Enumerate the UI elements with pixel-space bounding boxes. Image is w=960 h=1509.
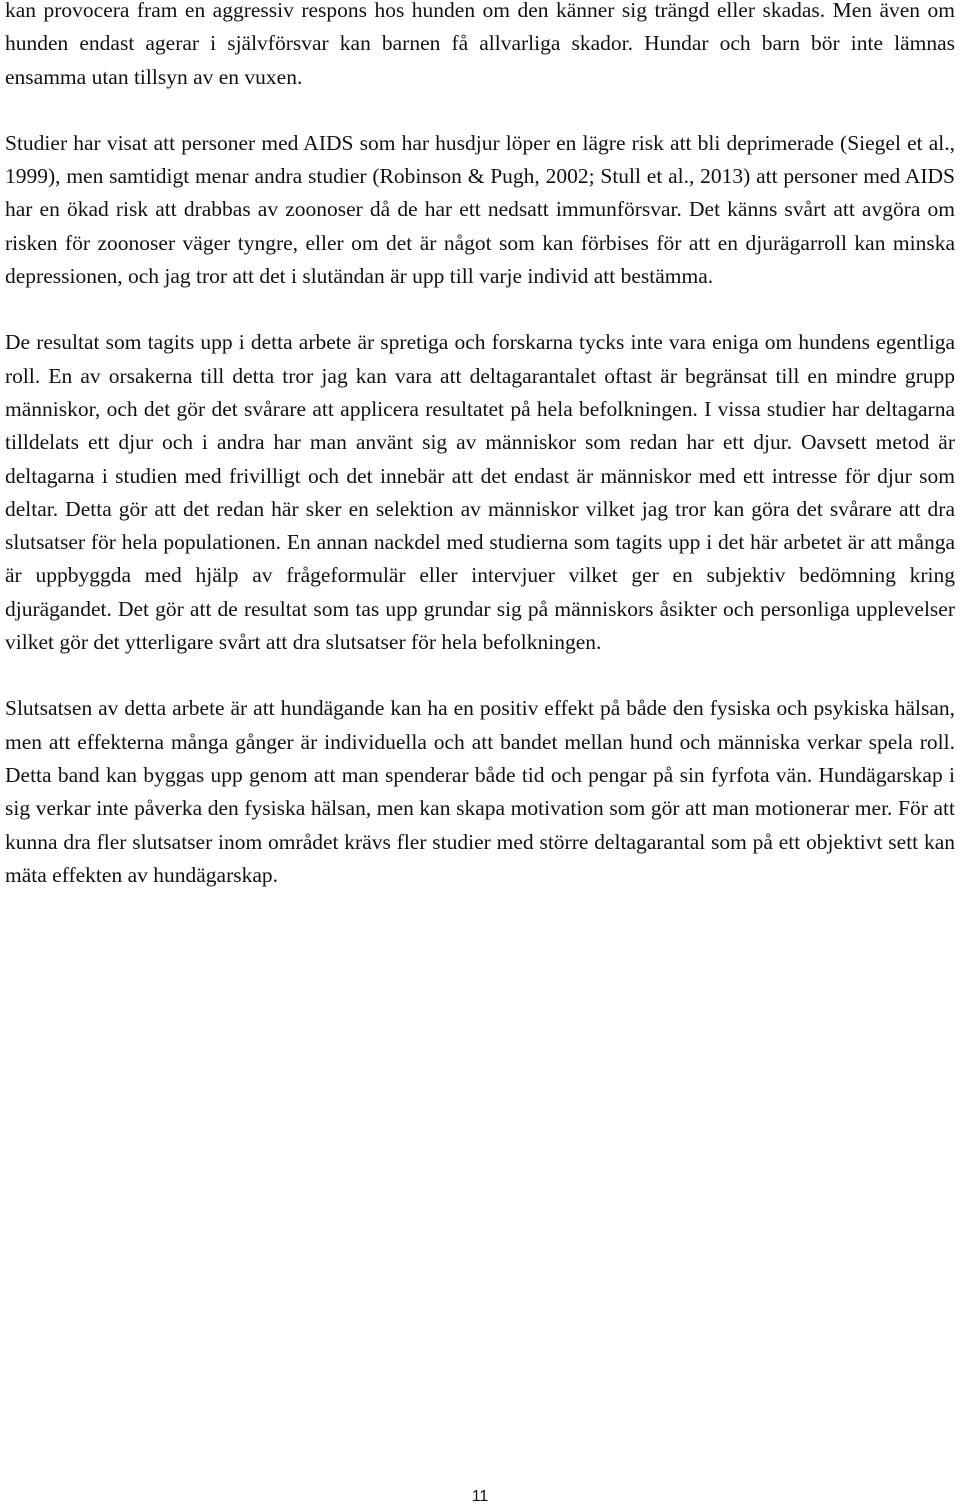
paragraph-aids-studies: Studier har visat att personer med AIDS som har husdjur löper en lägre risk att bli deprimerade (Siegel et al., 1999), men samtidigt menar andra studier (Robinson & Pugh, 2002; Stull et al., 2013) att personer med AIDS har en ökad risk att drabbas av zoonoser då de har ett nedsatt immunförsvar. Det känns svårt att avgöra om risken för zoonoser väger tyngre, eller om det är något som kan förbises för att en djurägarroll kan minska depressionen, och jag tror att det i slutändan är upp till varje individ att bestämma.: [5, 130, 955, 289]
paragraph-dog-aggression: kan provocera fram en aggressiv respons hos hunden om den känner sig trängd eller skadas. Men även om hunden endast agerar i självförsvar kan barnen få allvarliga skador. Hundar och barn bör inte lämnas ensamma utan tillsyn av en vuxen.: [5, 0, 955, 89]
paragraph-conclusion: Slutsatsen av detta arbete är att hundägande kan ha en positiv effekt på både den fysiska och psykiska hälsan, men att effekterna många gånger är individuella och att bandet mellan hund och människa verkar spela roll. Detta band kan byggas upp genom att man spenderar både tid och pengar på sin fyrfota vän. Hundägarskap i sig verkar inte påverka den fysiska hälsan, men kan skapa motivation som gör att man motionerar mer. För att kunna dra fler slutsatser inom området krävs fler studier med större deltagarantal som på ett objektivt sett kan mäta effekten av hundägarskap.: [5, 696, 955, 887]
page-number: 11: [471, 1488, 489, 1505]
document-page: [5, 0, 955, 892]
paragraph-results-discussion: De resultat som tagits upp i detta arbete är spretiga och forskarna tycks inte vara eniga om hundens egentliga roll. En av orsakerna till detta tror jag kan vara att deltagarantalet oftast är begränsat till en mindre grupp människor, och det gör det svårare att applicera resultatet på hela befolkningen. I vissa studier har deltagarna tilldelats ett djur och i andra har man använt sig av människor som redan har ett djur. Oavsett metod är deltagarna i studien med frivilligt och det innebär att det endast är människor med ett intresse för djur som deltar. Detta gör att det redan här sker en selektion av människor vilket jag tror kan göra det svårare att dra slutsatser för hela populationen. En annan nackdel med studierna som tagits upp i det här arbetet är att många är uppbyggda med hjälp av frågeformulär eller intervjuer vilket ger en subjektiv bedömning kring djurägandet. Det gör att de resultat som tas upp grundar sig på människors åsikter och personliga upplevelser vilket gör det ytterligare svårt att dra slutsatser för hela befolkningen.: [5, 330, 955, 655]
